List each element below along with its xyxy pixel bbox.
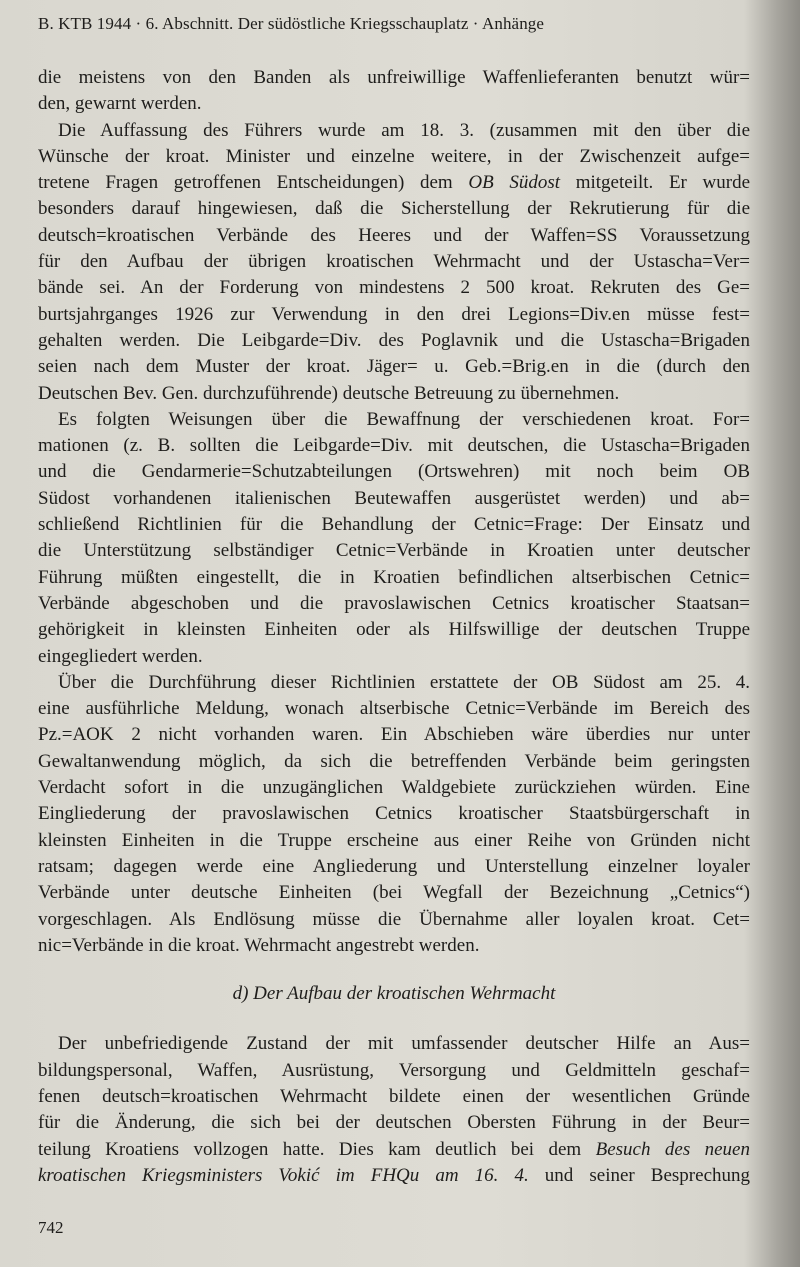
text-line [38,1137,750,1163]
paragraph [38,1031,750,1189]
text-line: Wünsche der kroat. Minister und einzelne weitere, in der Zwischenzeit aufge= [38,145,750,167]
paragraph [38,118,750,407]
text-line [38,170,750,196]
text-line: nic=Verbände in die kroat. Wehrmacht angestrebt werden. [38,934,480,956]
text-segment: mitgeteilt. Er wurde [560,172,751,194]
text-line: Verdacht sofort in die unzugänglichen Waldgebiete zurückziehen würden. Eine [38,777,750,799]
italic-text: OB Südost [468,172,561,194]
body-text [38,65,750,1189]
text-line: den, gewarnt werden. [38,93,202,115]
text-line: Der unbefriedigende Zustand der mit umfassender deutscher Hilfe an Aus= [58,1033,750,1055]
text-line: gehörigkeit in kleinsten Einheiten oder als Hilfswillige der deutschen Truppe [38,619,750,641]
text-line: fenen deutsch=kroatischen Wehrmacht bildete einen der wesentlichen Gründe [38,1085,750,1107]
text-line: gehalten werden. Die Leibgarde=Div. des Poglavnik und die Ustascha=Brigaden [38,329,750,351]
text-line: Verbände unter deutsche Einheiten (bei Wegfall der Bezeichnung „Cetnics“) [38,882,750,904]
text-line: für den Aufbau der übrigen kroatischen Wehrmacht und der Ustascha=Ver= [38,251,750,273]
paragraph [38,670,750,959]
running-head: B. KTB 1944 · 6. Abschnitt. Der südöstliche Kriegsschauplatz · Anhänge [38,14,545,33]
text-line: eingegliedert werden. [38,645,203,667]
paragraph [38,65,750,118]
text-line: kleinsten Einheiten in die Truppe erscheine aus einer Reihe von Gründen nicht [38,829,750,851]
text-line: Führung müßten eingestellt, die in Kroatien befindlichen altserbischen Cetnic= [38,566,750,588]
text-line: für die Änderung, die sich bei der deutschen Obersten Führung in der Beur= [38,1112,750,1134]
paragraph [38,407,750,670]
text-segment: und seiner Besprechung [528,1164,750,1186]
text-line: seien nach dem Muster der kroat. Jäger= u. Geb.=Brig.en in die (durch den [38,356,750,378]
text-line: bände sei. An der Forderung von mindestens 2 500 kroat. Rekruten des Ge= [38,277,750,299]
italic-text: kroatischen Kriegsministers Vokić im FHQu am 16. 4. [38,1164,529,1186]
text-line: Deutschen Bev. Gen. durchzuführende) deutsche Betreuung zu übernehmen. [38,382,620,404]
text-segment: teilung Kroatiens vollzogen hatte. Dies kam deutlich bei dem [38,1138,596,1160]
text-line: Eingliederung der pravoslawischen Cetnics kroatischer Staatsbürgerschaft in [38,803,750,825]
text-line: eine ausführliche Meldung, wonach altserbische Cetnic=Verbände im Bereich des [38,698,750,720]
text-line: Über die Durchführung dieser Richtlinien erstattete der OB Südost am 25. 4. [58,671,750,693]
text-line: die meistens von den Banden als unfreiwillige Waffenlieferanten benutzt wür= [38,67,750,88]
text-line: Verbände abgeschoben und die pravoslawischen Cetnics kroatischer Staatsan= [38,592,750,614]
text-line: besonders darauf hingewiesen, daß die Sicherstellung der Rekrutierung für die [38,198,750,220]
text-line: bildungspersonal, Waffen, Ausrüstung, Versorgung und Geldmitteln geschaf= [38,1059,750,1081]
text-segment: tretene Fragen getroffenen Entscheidungen) dem [38,172,469,194]
text-line: Die Auffassung des Führers wurde am 18. 3. (zusammen mit den über die [58,119,750,141]
text-line: vorgeschlagen. Als Endlösung müsse die Übernahme aller loyalen kroat. Cet= [38,908,750,930]
text-line: schließend Richtlinien für die Behandlung der Cetnic=Frage: Der Einsatz und [38,514,750,536]
italic-text: Besuch des neuen [595,1138,750,1160]
text-line: Pz.=AOK 2 nicht vorhanden waren. Ein Abschieben wäre überdies nur unter [38,724,750,746]
text-line [38,1163,750,1189]
text-line: burtsjahrganges 1926 zur Verwendung in den drei Legions=Div.en müsse fest= [38,303,750,325]
text-line: ratsam; dagegen werde eine Angliederung und Unterstellung einzelner loyaler [38,855,750,877]
text-line: mationen (z. B. sollten die Leibgarde=Div. mit deutschen, die Ustascha=Brigaden [38,435,750,457]
text-line: deutsch=kroatischen Verbände des Heeres und der Waffen=SS Voraussetzung [38,224,750,246]
text-line: und die Gendarmerie=Schutzabteilungen (Ortswehren) mit noch beim OB [38,461,750,483]
section-heading: d) Der Aufbau der kroatischen Wehrmacht [232,983,556,1005]
text-line: die Unterstützung selbständiger Cetnic=Verbände in Kroatien unter deutscher [38,540,750,562]
page-number: 742 [38,1218,64,1237]
text-line: Es folgten Weisungen über die Bewaffnung der verschiedenen kroat. For= [58,408,750,430]
text-line: Südost vorhandenen italienischen Beutewaffen ausgerüstet werden) und ab= [38,487,750,509]
text-line: Gewaltanwendung möglich, da sich die betreffenden Verbände beim geringsten [38,750,750,772]
